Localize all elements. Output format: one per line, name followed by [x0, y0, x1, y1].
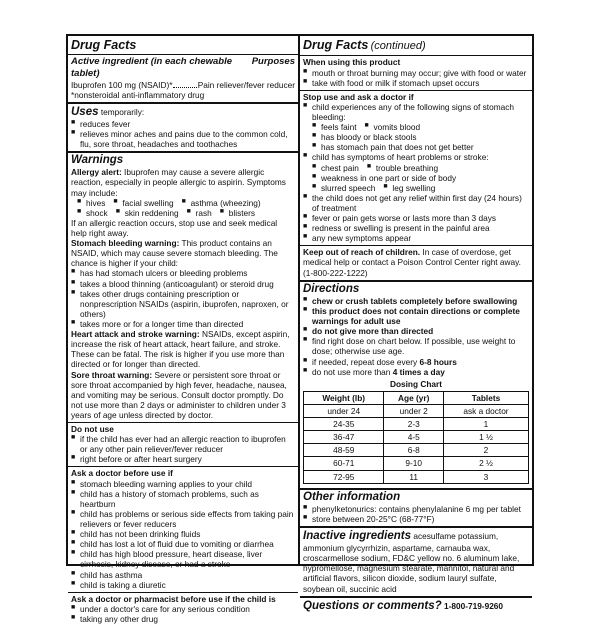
table-cell: 4-5	[384, 431, 444, 444]
table-cell: 2-3	[384, 418, 444, 431]
symptom: ■ rash	[187, 208, 212, 218]
list-item: ■ child has not been drinking fluids	[71, 529, 295, 539]
uses-title: Uses	[71, 105, 99, 118]
list-item: ■ find right dose on chart below. If possible, use weight to dose; otherwise use age.	[303, 336, 529, 356]
symptom: ■ hives	[77, 198, 105, 208]
list-item: ■ has had stomach ulcers or bleeding problems	[71, 268, 295, 278]
drug-facts-panel	[66, 34, 534, 624]
list-item: ■ child has lost a lot of fluid due to vomiting or diarrhea	[71, 539, 295, 549]
drug-facts-title-continued: Drug Facts	[303, 38, 369, 52]
symptom: ■ facial swelling	[113, 198, 173, 208]
inactive-title: Inactive ingredients	[303, 530, 412, 543]
table-cell: 60-71	[304, 457, 384, 470]
table-cell: under 24	[304, 405, 384, 418]
table-cell: 3	[443, 470, 528, 483]
stop-use-list	[303, 102, 529, 122]
list-item: ■ redness or swelling is present in the painful area	[303, 223, 529, 233]
heart-label: Heart attack and stroke warning:	[71, 329, 200, 340]
ask-doctor-title: Ask a doctor before use if	[71, 468, 173, 479]
table-cell: 24-35	[304, 418, 384, 431]
list-item: ■ child has symptoms of heart problems or stroke:	[303, 152, 529, 162]
nsaid-note: *nonsteroidal anti-inflammatory drug	[71, 89, 205, 100]
directions-list	[303, 296, 529, 377]
sign: ■ leg swelling	[383, 183, 435, 193]
continued-label: (continued)	[370, 40, 426, 52]
other-info-list	[303, 504, 529, 524]
table-cell: 6-8	[384, 444, 444, 457]
list-item: ■ child has asthma	[71, 570, 295, 580]
divider	[300, 280, 532, 282]
list-item: ■ takes more or for a longer time than directed	[71, 319, 295, 329]
when-using-title: When using this product	[303, 57, 401, 68]
table-cell: 72-95	[304, 470, 384, 483]
throat-label: Sore throat warning:	[71, 369, 153, 380]
do-not-use-title: Do not use	[71, 424, 114, 435]
list-item: ■ stomach bleeding warning applies to your child	[71, 479, 295, 489]
sign: ■ weakness in one part or side of body	[312, 173, 456, 183]
dosing-chart-title: Dosing Chart	[389, 378, 443, 389]
divider	[300, 596, 532, 598]
divider	[68, 54, 298, 55]
list-item: ■ relieves minor aches and pains due to the common cold, flu, sore throat, headaches and toothaches	[71, 129, 295, 149]
directions-title: Directions	[303, 282, 360, 295]
stomach-list	[71, 268, 295, 329]
max-times: 4 times a day	[392, 366, 445, 377]
list-item: ■ right before or after heart surgery	[71, 454, 295, 464]
symptom: ■ skin reddening	[116, 208, 179, 218]
table-header-row	[304, 391, 529, 404]
table-cell: 1	[443, 418, 528, 431]
table-cell: 1 ½	[443, 431, 528, 444]
symptom: ■ asthma (wheezing)	[182, 198, 261, 208]
list-item	[303, 367, 529, 377]
questions-phone: 1-800-719-9260	[443, 600, 504, 611]
list-item: ■ this product does not contain directions or complete warnings for adult use	[303, 306, 529, 326]
stop-use-title: Stop use and ask a doctor if	[303, 91, 414, 102]
drug-facts-title: Drug Facts	[71, 38, 137, 52]
sign: ■ trouble breathing	[367, 163, 438, 173]
list-item: ■ chew or crush tablets completely before swallowing	[303, 296, 529, 306]
table-cell: 11	[384, 470, 444, 483]
divider	[68, 151, 298, 153]
divider	[300, 488, 532, 490]
keep-out-text: In case of overdose, get medical help or contact a Poison Control Center right away. (1-800-222-1222)	[303, 247, 521, 278]
stomach-signs	[303, 122, 529, 132]
table-cell: 36-47	[304, 431, 384, 444]
list-item: ■ reduces fever	[71, 119, 295, 129]
divider	[300, 526, 532, 528]
stop-use-list-3	[303, 193, 529, 244]
table-cell: 9-10	[384, 457, 444, 470]
divider	[300, 245, 532, 246]
list-item: ■ takes a blood thinning (anticoagulant) or steroid drug	[71, 279, 295, 289]
do-not-use-list	[71, 434, 295, 464]
sign: ■ slurred speech	[312, 183, 375, 193]
ask-doctor-list	[71, 479, 295, 590]
divider	[68, 592, 298, 593]
table-cell: under 2	[384, 405, 444, 418]
list-item: ■ store between 20-25°C (68-77°F)	[303, 514, 529, 524]
uses-intro: temporarily:	[100, 106, 145, 117]
list-item: ■ do not give more than directed	[303, 326, 529, 336]
when-using-list	[303, 68, 529, 88]
dosing-chart	[303, 391, 529, 484]
throat-text: Severe or persistent sore throat or sore throat accompanied by high fever, headache, nausea, and vomiting may be serious. Consult doctor promptly. Do not use more than 2 days or administer to children under 3 years of age unless directed by doctor.	[71, 369, 287, 420]
warnings-title: Warnings	[71, 154, 124, 167]
list-item: ■ any new symptoms appear	[303, 233, 529, 243]
table-cell: 2 ½	[443, 457, 528, 470]
table-cell: 2	[443, 444, 528, 457]
list-item: ■ under a doctor's care for any serious condition	[71, 604, 295, 614]
list-item: ■ mouth or throat burning may occur; give with food or water	[303, 68, 529, 78]
questions-title: Questions or comments?	[303, 599, 442, 612]
table-cell: 48-59	[304, 444, 384, 457]
list-item: ■ take with food or milk if stomach upset occurs	[303, 78, 529, 88]
symptom: ■ shock	[77, 208, 108, 218]
list-item: ■ child has problems or serious side effects from taking pain relievers or fever reducers	[71, 509, 295, 529]
repeat-text: if needed, repeat dose every	[312, 356, 420, 367]
list-item: ■ fever or pain gets worse or lasts more than 3 days	[303, 213, 529, 223]
list-item: ■ phenylketonurics: contains phenylalanine 6 mg per tablet	[303, 504, 529, 514]
active-purpose: Pain reliever/fever reducer	[197, 79, 295, 90]
right-column	[300, 36, 532, 612]
ask-pharmacist-list	[71, 604, 295, 624]
column-header: Tablets	[443, 391, 528, 404]
divider	[68, 466, 298, 467]
divider	[300, 55, 532, 56]
max-text: do not use more than	[312, 366, 393, 377]
sign: ■ feels faint	[312, 122, 357, 132]
list-item: ■ taking any other drug	[71, 614, 295, 624]
list-item: ■ if the child has ever had an allergic reaction to ibuprofen or any other pain reliever/fever reducer	[71, 434, 295, 454]
uses-list	[71, 119, 295, 149]
table-row	[304, 405, 529, 418]
allergy-text: Ibuprofen may cause a severe allergic reaction, especially in people allergic to aspirin. Symptoms may include:	[71, 167, 286, 198]
purposes-heading: Purposes	[251, 56, 295, 68]
list-item: ■ child has a history of stomach problems, such as heartburn	[71, 489, 295, 509]
table-row	[304, 431, 529, 444]
active-ingredient: Ibuprofen 100 mg (NSAID)*	[71, 79, 173, 90]
allergy-label: Allergy alert:	[71, 167, 122, 178]
list-item: ■ child experiences any of the following signs of stomach bleeding:	[303, 102, 529, 122]
heart-signs-3	[303, 183, 529, 193]
column-header: Weight (lb)	[304, 391, 384, 404]
stop-use-list-2	[303, 152, 529, 162]
ask-pharmacist-title: Ask a doctor or pharmacist before use if the child is	[71, 593, 276, 604]
divider	[68, 422, 298, 423]
column-header: Age (yr)	[384, 391, 444, 404]
heart-signs-2	[303, 173, 529, 183]
list-item: ■ child has high blood pressure, heart disease, liver cirrhosis, kidney disease, or had a stroke	[71, 549, 295, 569]
table-row	[304, 418, 529, 431]
stomach-signs-2	[303, 132, 529, 142]
repeat-interval: 6-8 hours	[419, 356, 457, 367]
table-row	[304, 457, 529, 470]
divider	[300, 90, 532, 91]
heart-signs	[303, 163, 529, 173]
stomach-text: This product contains an NSAID, which may cause severe stomach bleeding. The chance is higher if your child:	[71, 238, 278, 269]
allergy-after: If an allergic reaction occurs, stop use and seek medical help right away.	[71, 217, 278, 238]
divider	[68, 102, 298, 104]
heart-text: NSAIDs, except aspirin, increase the risk of heart attack, heart failure, and stroke. These can be fatal. The risk is higher if you use more than directed or for longer than directed.	[71, 329, 290, 370]
stomach-label: Stomach bleeding warning:	[71, 238, 180, 249]
dot-leader	[173, 87, 196, 88]
sign: ■ vomits blood	[365, 122, 421, 132]
sign: ■ chest pain	[312, 163, 359, 173]
stomach-signs-3	[303, 142, 529, 152]
sign: ■ has bloody or black stools	[312, 132, 416, 142]
table-row	[304, 444, 529, 457]
list-item: ■ child is taking a diuretic	[71, 580, 295, 590]
list-item	[303, 357, 529, 367]
other-info-title: Other information	[303, 490, 401, 503]
active-ingredient-heading: Active ingredient (in each chewable tablet)	[71, 56, 233, 79]
sign: ■ has stomach pain that does not get better	[312, 142, 474, 152]
symptom: ■ blisters	[220, 208, 255, 218]
allergy-symptoms	[71, 198, 295, 218]
keep-out-label: Keep out of reach of children.	[303, 247, 421, 258]
inactive-text: acesulfame potassium, ammonium glycyrrhizin, aspartame, carnauba wax, croscarmellose sodium, FD&C yellow no. 6 aluminum lake, hypromellose, magnesium stearate, mannitol, natural and artificial flavors, silicon dioxide, sodium lauryl sulfate, soybean oil, succinic acid	[303, 531, 520, 594]
table-cell: ask a doctor	[443, 405, 528, 418]
list-item: ■ takes other drugs containing prescription or nonprescription NSAIDs (aspirin, ibuprofen, naproxen, or others)	[71, 289, 295, 319]
left-column	[68, 36, 300, 624]
list-item: ■ the child does not get any relief within first day (24 hours) of treatment	[303, 193, 529, 213]
table-row	[304, 470, 529, 483]
